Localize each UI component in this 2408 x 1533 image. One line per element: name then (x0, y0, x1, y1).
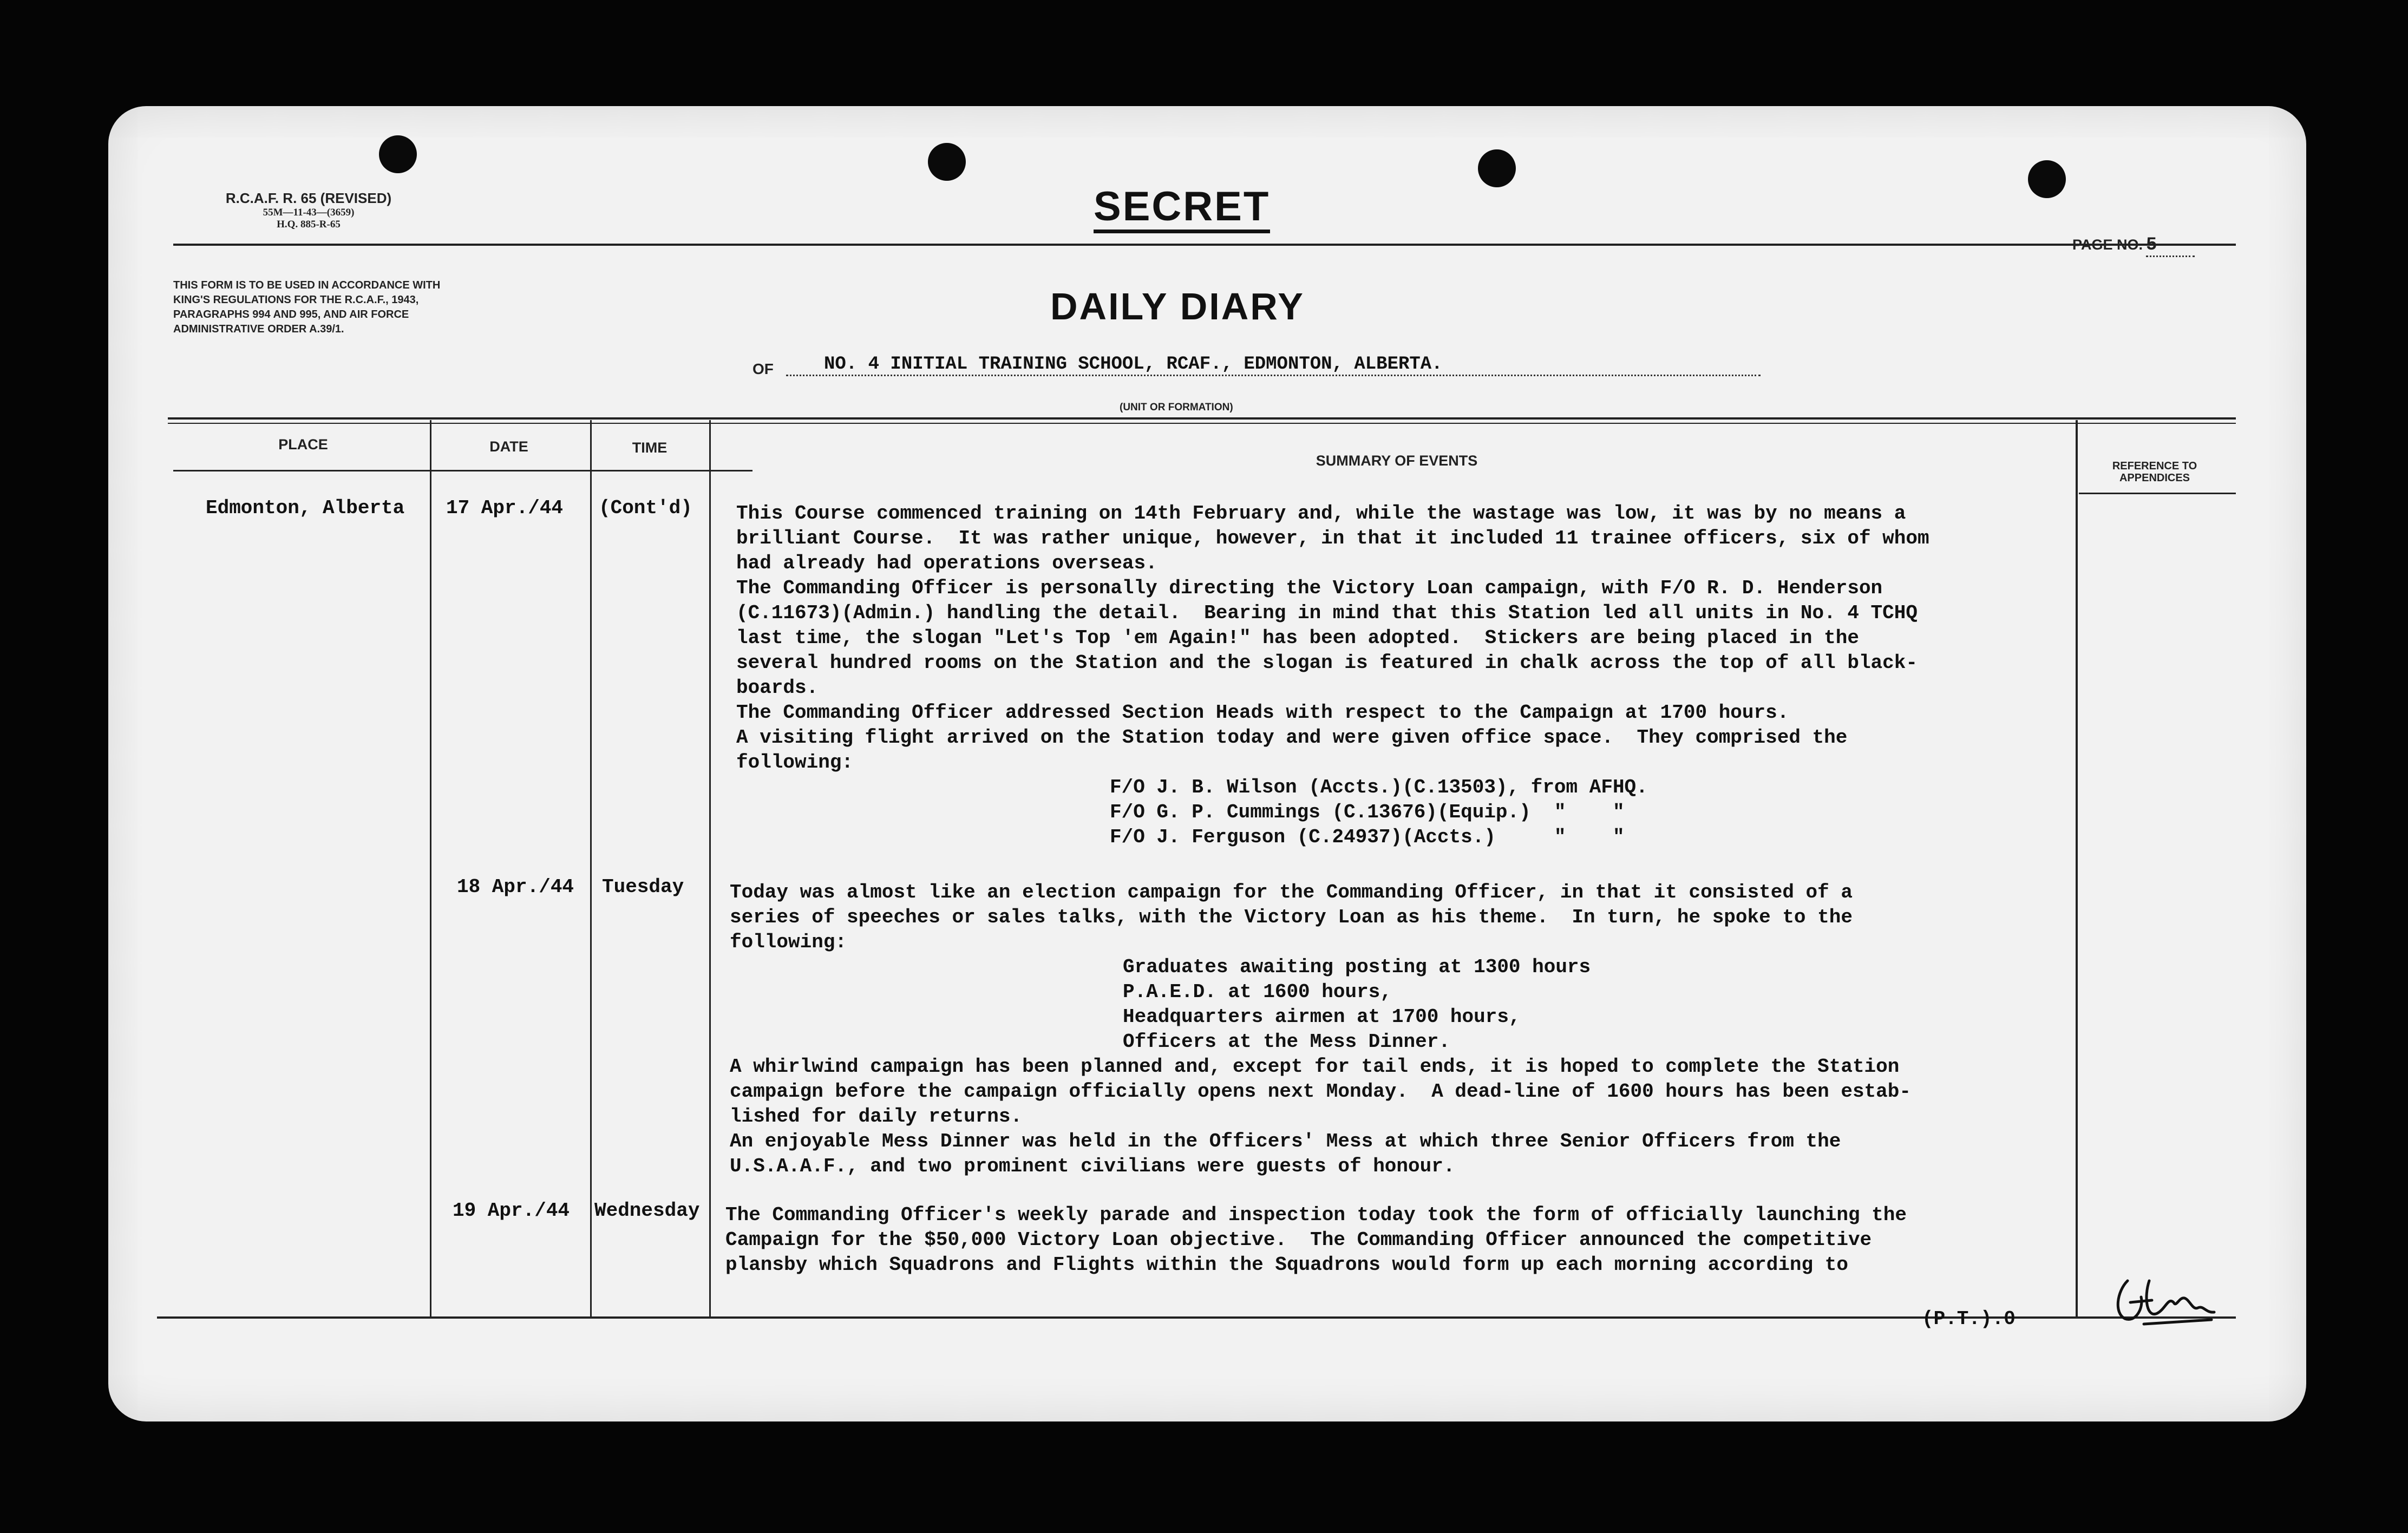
entry-time: Wednesday (594, 1200, 700, 1222)
summary-line: last time, the slogan "Let's Top 'em Again!" has been adopted. Stickers are being placed in the (736, 627, 1859, 649)
punch-hole (928, 143, 966, 181)
entry-summary (730, 880, 2137, 1179)
summary-line: This Course commenced training on 14th February and, while the wastage was low, it was by no means a (736, 502, 1906, 525)
please-turn-over: (P.T.).0 (1922, 1308, 2016, 1330)
summary-line: A visiting flight arrived on the Station today and were given office space. They comprised the (736, 726, 1848, 749)
of-label: OF (752, 361, 774, 377)
page-title: DAILY DIARY (1050, 285, 1305, 327)
summary-line: following: (730, 931, 847, 953)
punch-hole (1478, 149, 1516, 187)
summary-line: (C.11673)(Admin.) handling the detail. Bearing in mind that this Station led all units in No. 4 TCHQ (736, 602, 1918, 624)
punch-hole (2028, 160, 2066, 198)
header-bottom-rule (2079, 493, 2236, 494)
entry-date: 18 Apr./44 (457, 876, 574, 898)
entry-date: 17 Apr./44 (446, 497, 564, 519)
column-divider (709, 420, 711, 1319)
entry-time: Tuesday (602, 876, 684, 898)
summary-line: campaign before the campaign officially opens next Monday. A dead-line of 1600 hours has been estab- (730, 1080, 1911, 1103)
summary-line: several hundred rooms on the Station and the slogan is featured in chalk across the top of all black- (736, 652, 1918, 674)
summary-line: boards. (736, 677, 819, 699)
entry-summary (725, 1203, 2133, 1277)
form-code: R.C.A.F. R. 65 (REVISED) 55M—11-43—(3659) H.Q. 885-R-65 (225, 190, 392, 230)
entry-time: (Cont'd) (599, 497, 692, 519)
visitor-list-item: F/O J. Ferguson (C.24937)(Accts.) " " (1110, 826, 1625, 848)
summary-line: An enjoyable Mess Dinner was held in the Officers' Mess at which three Senior Officers from the (730, 1130, 1841, 1152)
visitor-list-item: F/O G. P. Cummings (C.13676)(Equip.) " " (1110, 801, 1625, 823)
punch-hole (379, 135, 417, 173)
speech-list-item: Officers at the Mess Dinner. (1123, 1031, 1450, 1053)
table-top-rule (168, 417, 2236, 420)
summary-line: A whirlwind campaign has been planned and, except for tail ends, it is hoped to complete the Station (730, 1056, 1900, 1078)
speech-list-item: Headquarters airmen at 1700 hours, (1123, 1006, 1521, 1028)
column-header-date: DATE (489, 438, 528, 455)
entry-summary (736, 501, 2144, 850)
summary-line: The Commanding Officer is personally directing the Victory Loan campaign, with F/O R. D. Henderson (736, 577, 1883, 599)
unit-name: NO. 4 INITIAL TRAINING SCHOOL, RCAF., EDMONTON, ALBERTA. (786, 354, 1761, 376)
page-number: PAGE NO. 5 (2072, 235, 2195, 257)
column-divider (430, 420, 431, 1319)
summary-line: Today was almost like an election campaign for the Commanding Officer, in that it consisted of a (730, 881, 1853, 903)
form-notice: THIS FORM IS TO BE USED IN ACCORDANCE WITH KING'S REGULATIONS FOR THE R.C.A.F., 1943, PARAGRAPHS 994 AND 995, AND AIR FORCE ADMINISTRATIVE ORDER A.39/1. (173, 279, 441, 335)
summary-line: U.S.A.A.F., and two prominent civilians were guests of honour. (730, 1155, 1455, 1177)
summary-line: The Commanding Officer's weekly parade and inspection today took the form of officially launching the (725, 1204, 1907, 1226)
header-bottom-rule (173, 470, 752, 471)
visitor-list-item: F/O J. B. Wilson (Accts.)(C.13503), from AFHQ. (1110, 776, 1648, 798)
summary-line: following: (736, 751, 854, 774)
column-header-summary: SUMMARY OF EVENTS (1316, 453, 1478, 469)
unit-caption: (UNIT OR FORMATION) (1120, 402, 1233, 413)
speech-list-item: Graduates awaiting posting at 1300 hours (1123, 956, 1591, 978)
summary-line: Campaign for the $50,000 Victory Loan objective. The Commanding Officer announced the competitive (725, 1229, 1872, 1251)
summary-line: The Commanding Officer addressed Section Heads with respect to the Campaign at 1700 hours. (736, 702, 1789, 724)
summary-line: brilliant Course. It was rather unique, however, in that it included 11 trainee officers, six of whom (736, 527, 1929, 549)
summary-line: plansby which Squadrons and Flights within the Squadrons would form up each morning according to (725, 1254, 1848, 1276)
diary-page (108, 106, 2306, 1421)
summary-line: series of speeches or sales talks, with the Victory Loan as his theme. In turn, he spoke to the (730, 906, 1853, 928)
column-header-time: TIME (632, 440, 668, 456)
speech-list-item: P.A.E.D. at 1600 hours, (1123, 981, 1392, 1003)
initials-signature (2111, 1259, 2220, 1335)
column-divider (590, 420, 592, 1319)
entry-place: Edmonton, Alberta (206, 497, 405, 519)
entry-date: 19 Apr./44 (453, 1200, 570, 1222)
table-top-rule (168, 423, 2236, 424)
header-rule (173, 244, 2236, 246)
secret-stamp: SECRET (1094, 186, 1270, 233)
column-header-reference: REFERENCE TO APPENDICES (2112, 460, 2197, 484)
summary-line: lished for daily returns. (730, 1105, 1023, 1128)
summary-line: had already had operations overseas. (736, 552, 1157, 574)
column-header-place: PLACE (278, 436, 328, 453)
